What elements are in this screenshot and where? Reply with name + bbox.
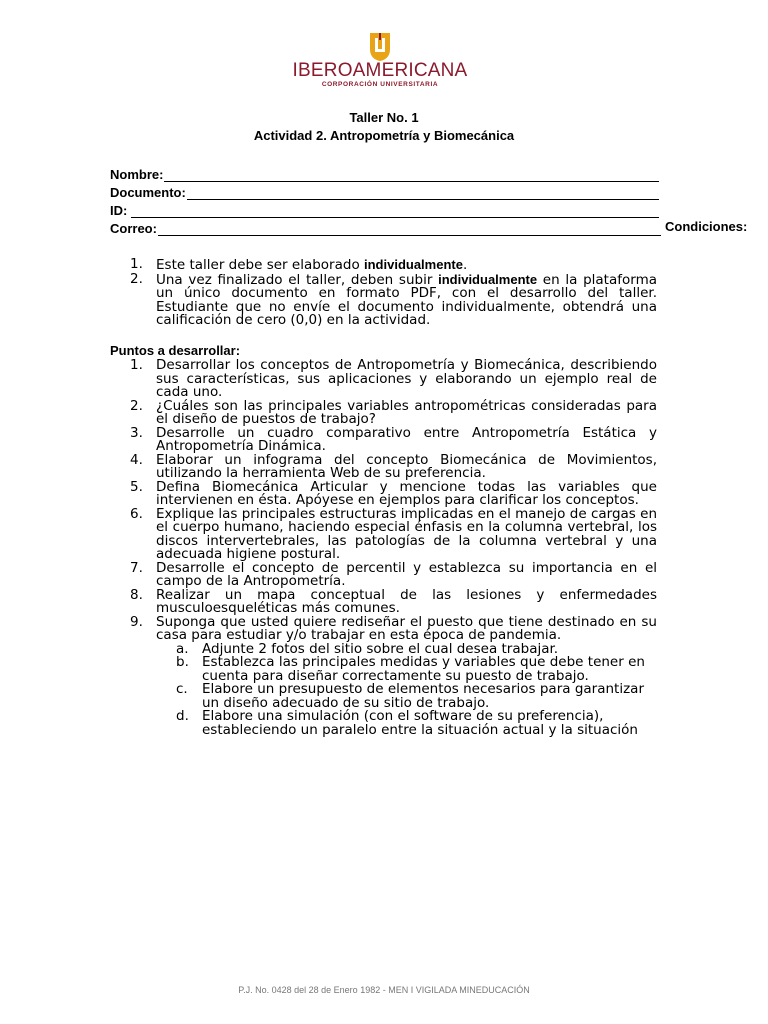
- documento-line: [187, 186, 659, 200]
- university-logo: [290, 32, 470, 88]
- nombre-line: [164, 168, 659, 182]
- list-item: 2. Una vez finalizado el taller, deben subir individualmente en la plataforma un único documento en formato PDF, con el desarrollo del taller. Estudiante que no envíe el documento individualmente, obtendrá una calificación de cero (0,0) en la actividad.: [130, 270, 657, 328]
- correo-label: Correo:: [110, 221, 157, 236]
- document-title: Taller No. 1: [349, 110, 419, 125]
- list-item: 6. Explique las principales estructuras implicadas en el manejo de cargas en el cuerpo humano, haciendo especial énfasis en la columna vertebral, los discos intervertebrales, las patologías de la columna vertebral y una adecuada higiene postural.: [130, 505, 657, 562]
- correo-field: [110, 218, 661, 236]
- list-item: 7. Desarrolle el concepto de percentil y establezca su importancia en el campo de la Antropometría.: [130, 559, 657, 589]
- list-item: 9. Suponga que usted quiere rediseñar el puesto que tiene destinado en su casa para estudiar y/o trabajar en esta época de pandemia. a. Adjunte 2 fotos del sitio sobre el cual desea trabajar. b. Establezca las principales medidas y variables que debe tener en cuenta para diseñar correctamente su puesto de trabajo. c. Elabore un presupuesto de elementos necesarios para garantizar un diseño adecuado de su sitio de trabajo. d. Elabore una simulación (con el software de su preferencia), estableciendo un paralelo entre la situación actual y la situación: [130, 613, 657, 738]
- documento-field: [110, 182, 659, 200]
- sub-list-item: b. Establezca las principales medidas y variables que debe tener en cuenta para diseñar correctamente su puesto de trabajo.: [176, 654, 645, 684]
- brand-name: IBEROAMERICANA: [292, 60, 468, 81]
- id-field: [110, 200, 659, 218]
- brand-subtitle: CORPORACIÓN UNIVERSITARIA: [321, 81, 439, 88]
- points-list: [130, 359, 657, 737]
- conditions-list: [130, 258, 657, 328]
- list-item: 5. Defina Biomecánica Articular y mencione todas las variables que intervienen en ésta. Apóyese en ejemplos para clarificar los conceptos.: [130, 478, 657, 508]
- document-subtitle: Actividad 2. Antropometría y Biomecánica: [253, 128, 515, 143]
- footer-text: P.J. No. 0428 del 28 de Enero 1982 - MEN I VIGILADA MINEDUCACIÓN: [238, 985, 530, 995]
- list-item: 8. Realizar un mapa conceptual de las lesiones y enfermedades musculoesqueléticas más comunes.: [130, 586, 657, 616]
- points-heading: Puntos a desarrollar:: [110, 343, 241, 358]
- sub-list-item: d. Elabore una simulación (con el software de su preferencia), estableciendo un paralelo entre la situación actual y la situación: [176, 708, 638, 738]
- list-item: 2. ¿Cuáles son las principales variables antropométricas consideradas para el diseño de puestos de trabajo?: [130, 397, 657, 427]
- nombre-field: [110, 164, 659, 182]
- list-item: 1. Este taller debe ser elaborado individualmente.: [130, 256, 468, 273]
- id-label: ID:: [110, 203, 128, 218]
- sub-list-item: a. Adjunte 2 fotos del sitio sobre el cual desea trabajar.: [176, 640, 559, 657]
- sub-list: [176, 640, 657, 738]
- list-item: 3. Desarrolle un cuadro comparativo entre Antropometría Estática y Antropometría Dinámica.: [130, 424, 657, 454]
- id-line: [131, 204, 659, 218]
- list-item: 4. Elaborar un infograma del concepto Biomecánica de Movimientos, utilizando la herramienta Web de su preferencia.: [130, 451, 657, 481]
- nombre-label: Nombre:: [110, 167, 164, 182]
- correo-line: [158, 222, 661, 236]
- shield-logo-icon: [367, 32, 393, 62]
- documento-label: Documento:: [110, 185, 186, 200]
- sub-list-item: c. Elabore un presupuesto de elementos necesarios para garantizar un diseño adecuado de su sitio de trabajo.: [176, 681, 644, 711]
- list-item: 1. Desarrollar los conceptos de Antropometría y Biomecánica, describiendo sus características, sus aplicaciones y elaborando un ejemplo real de cada uno.: [130, 357, 657, 400]
- condiciones-label: Condiciones:: [665, 219, 748, 234]
